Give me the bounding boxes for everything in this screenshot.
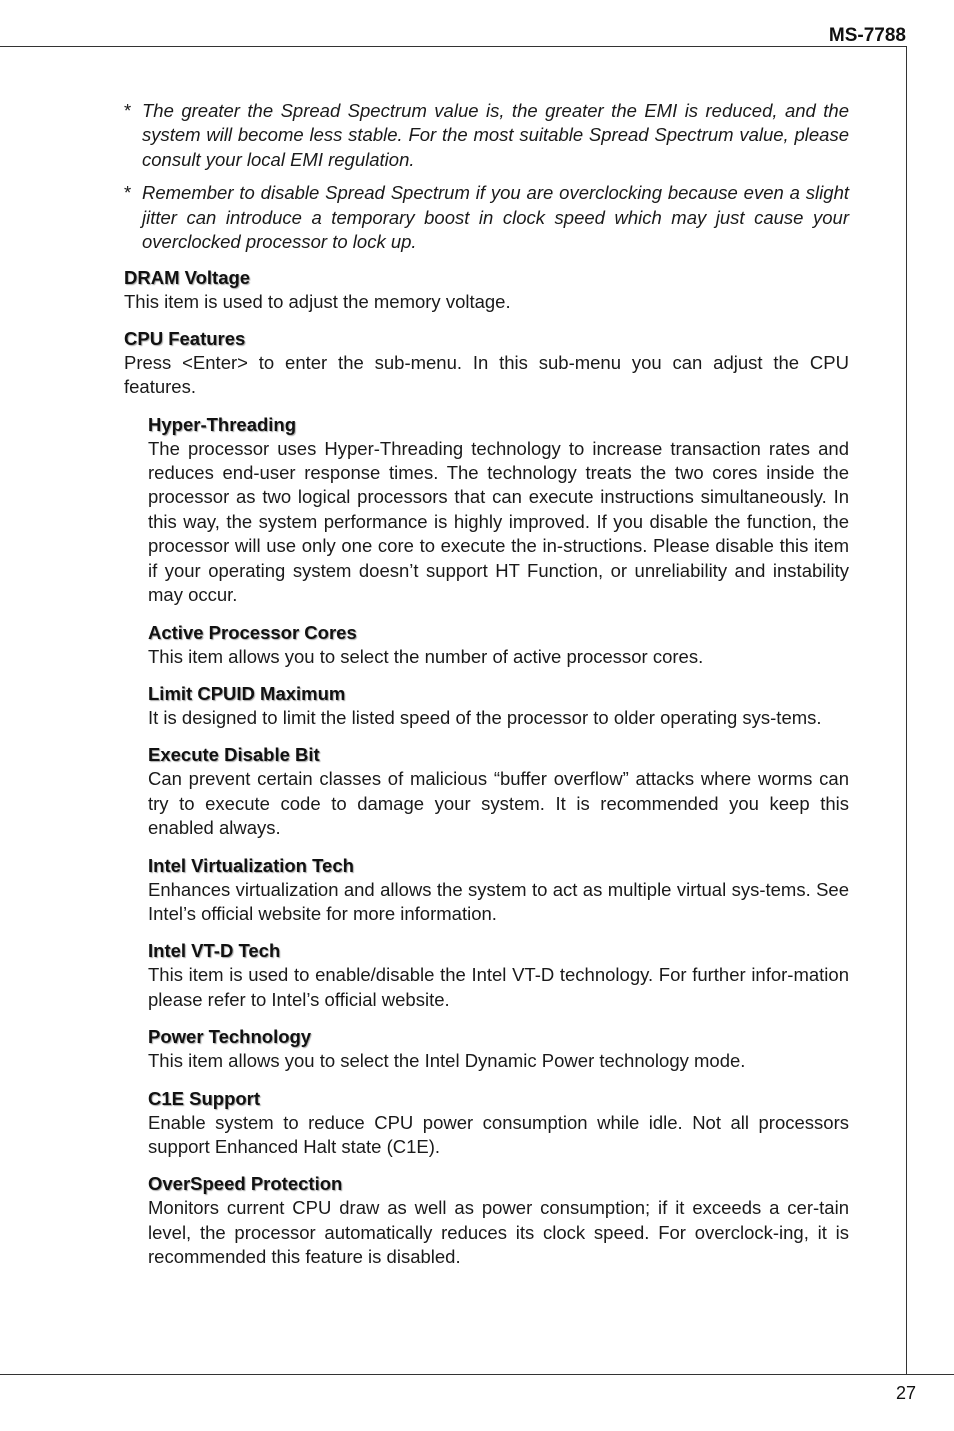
subsection-heading: Active Processor Cores xyxy=(148,621,357,643)
section-description: This item is used to adjust the memory voltage. xyxy=(124,291,511,313)
subsection-heading: OverSpeed Protection xyxy=(148,1173,343,1195)
subsection-power-technology xyxy=(148,1025,849,1073)
subsection-description: Monitors current CPU draw as well as power consumption; if it exceeds a cer-tain level, the processor automatically reduces its clock speed. For overclock-ing, it is recommended this feature is disabled. xyxy=(148,1197,849,1268)
subsection-heading: Power Technology xyxy=(148,1026,312,1048)
subsection-description: It is designed to limit the listed speed of the processor to older operating sys-tems. xyxy=(148,706,822,728)
subsection-description: This item allows you to select the Intel Dynamic Power technology mode. xyxy=(148,1050,746,1072)
subsection-description: This item allows you to select the number of active processor cores. xyxy=(148,645,704,667)
subsection-heading: Hyper-Threading xyxy=(148,413,297,435)
subsection-heading: Limit CPUID Maximum xyxy=(148,682,346,704)
section-description: Press <Enter> to enter the sub-menu. In this sub-menu you can adjust the CPU features. xyxy=(124,351,849,398)
subsection-heading: Execute Disable Bit xyxy=(148,744,320,766)
note-text: The greater the Spread Spectrum value is, the greater the EMI is reduced, and the system will become less stable. For the most suitable Spread Spectrum value, please consult your local EMI regulation. xyxy=(142,100,849,170)
subsection-intel-vt-d-tech xyxy=(148,939,849,1012)
subsection-execute-disable-bit xyxy=(148,743,849,840)
header-rule xyxy=(0,46,907,47)
page-number: 27 xyxy=(895,1383,916,1403)
note-marker: * xyxy=(124,100,132,121)
note-spread-spectrum-emi xyxy=(124,99,849,172)
subsection-description: The processor uses Hyper-Threading technology to increase transaction rates and reduces end-user response times. The technology treats the two cores inside the processor as two logical processors that can execute instructions simultaneously. In this way, the system performance is highly improved. If you disable the function, the processor will use only one core to execute the in-structions. Please disable this item if your operating system doesn’t support HT Function, or unreliability and instability may occur. xyxy=(148,437,849,606)
subsection-description: Can prevent certain classes of malicious “buffer overflow” attacks where worms can try to execute code to damage your system. It is recommended you keep this enabled always. xyxy=(148,768,849,839)
margin-rule xyxy=(906,46,907,1375)
subsection-limit-cpuid-maximum xyxy=(148,682,849,730)
subsection-intel-virtualization-tech xyxy=(148,854,849,927)
model-label: MS-7788 xyxy=(828,25,906,46)
subsection-c1e-support xyxy=(148,1087,849,1160)
subsection-description: Enhances virtualization and allows the system to act as multiple virtual sys-tems. See Intel’s official website for more information. xyxy=(148,878,849,924)
note-marker: * xyxy=(124,182,132,204)
section-heading: CPU Features xyxy=(124,327,246,349)
footer-rule xyxy=(0,1374,954,1375)
section-cpu-features xyxy=(124,327,849,400)
subsection-heading: C1E Support xyxy=(148,1087,261,1109)
subsection-description: Enable system to reduce CPU power consumption while idle. Not all processors support Enhanced Halt state (C1E). xyxy=(148,1111,849,1157)
subsection-heading: Intel VT-D Tech xyxy=(148,940,281,962)
subsection-active-processor-cores xyxy=(148,621,849,669)
note-spread-spectrum-overclock xyxy=(124,181,849,254)
section-dram-voltage xyxy=(124,266,849,314)
subsection-hyper-threading xyxy=(148,413,849,608)
subsection-overspeed-protection xyxy=(148,1172,849,1269)
subsection-description: This item is used to enable/disable the Intel VT-D technology. For further infor-mation please refer to Intel’s official website. xyxy=(148,964,849,1010)
note-text: Remember to disable Spread Spectrum if you are overclocking because even a slight jitter can introduce a temporary boost in clock speed which may just cause your overclocked processor to lock up. xyxy=(142,182,849,253)
section-heading: DRAM Voltage xyxy=(124,267,251,289)
subsection-heading: Intel Virtualization Tech xyxy=(148,854,354,876)
page-content xyxy=(124,99,849,1270)
